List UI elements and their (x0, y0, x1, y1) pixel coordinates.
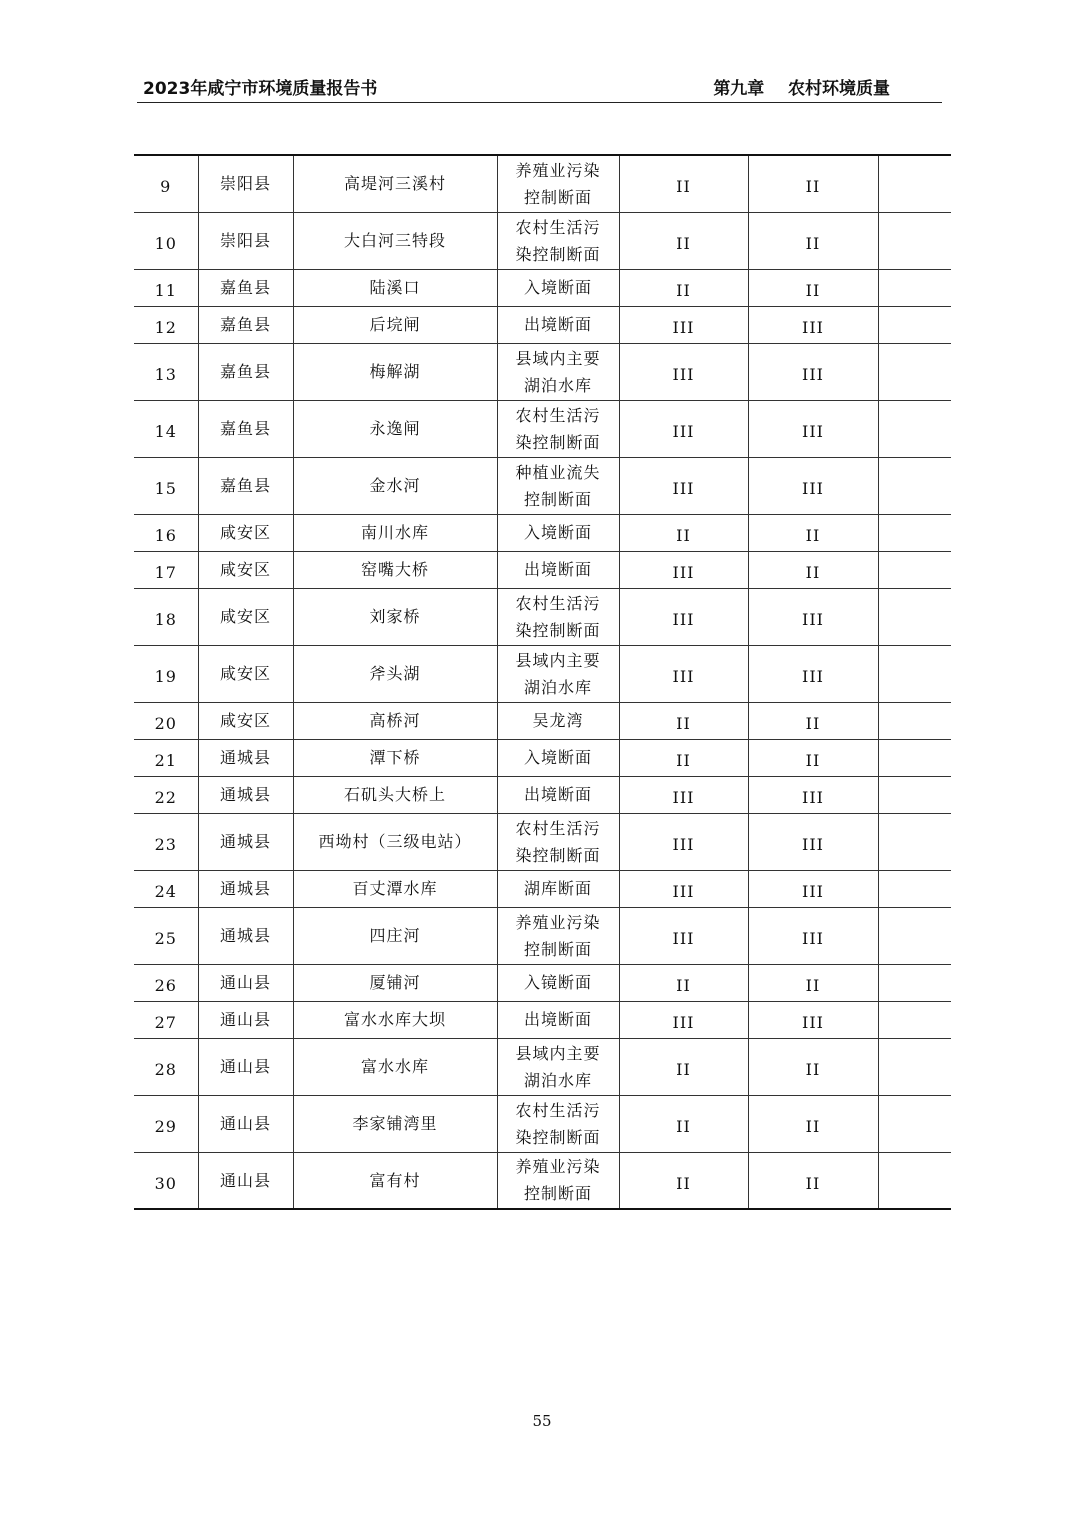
row-number: 17 (134, 551, 198, 588)
section-type-line: 出境断面 (523, 315, 592, 334)
site-cell: 潭下桥 (293, 739, 497, 776)
row-number: 19 (134, 645, 198, 702)
grade-cell: II (619, 964, 748, 1001)
row-number: 27 (134, 1001, 198, 1038)
row-number: 16 (134, 514, 198, 551)
report-title: 2023年咸宁市环境质量报告书 (143, 79, 378, 99)
table-row (134, 1152, 951, 1209)
section-type-line: 染控制断面 (515, 620, 601, 640)
section-type-cell (497, 269, 619, 306)
county-cell: 通山县 (198, 1038, 293, 1095)
target-grade-cell: III (748, 776, 878, 813)
row-number: 14 (134, 400, 198, 457)
grade-cell: II (619, 702, 748, 739)
county-cell: 嘉鱼县 (198, 457, 293, 514)
target-grade-cell: II (748, 514, 878, 551)
target-grade-cell: III (748, 457, 878, 514)
grade-cell: III (619, 400, 748, 457)
row-number: 22 (134, 776, 198, 813)
section-type-line: 湖泊水库 (523, 375, 592, 395)
target-grade-cell: II (748, 1095, 878, 1152)
county-cell: 崇阳县 (198, 212, 293, 269)
grade-cell: III (619, 870, 748, 907)
section-type-line: 染控制断面 (515, 244, 601, 264)
section-type-line: 湖库断面 (523, 879, 592, 898)
grade-cell: II (619, 1095, 748, 1152)
row-number: 21 (134, 739, 198, 776)
table-row (134, 514, 951, 551)
section-type-line: 控制断面 (523, 489, 592, 509)
site-cell: 百丈潭水库 (293, 870, 497, 907)
target-grade-cell: II (748, 155, 878, 212)
site-cell: 富水水库 (293, 1038, 497, 1095)
section-type-line: 县域内主要 (515, 650, 601, 670)
section-type-line: 农村生活污 (515, 818, 601, 838)
section-type-line: 农村生活污 (515, 217, 601, 237)
site-cell: 斧头湖 (293, 645, 497, 702)
section-type-cell (497, 813, 619, 870)
grade-cell: III (619, 1001, 748, 1038)
note-cell (878, 269, 951, 306)
county-cell: 嘉鱼县 (198, 343, 293, 400)
section-type-line: 湖泊水库 (523, 677, 592, 697)
site-cell: 石矶头大桥上 (293, 776, 497, 813)
county-cell: 咸安区 (198, 514, 293, 551)
site-cell: 李家铺湾里 (293, 1095, 497, 1152)
site-cell: 陆溪口 (293, 269, 497, 306)
target-grade-cell: III (748, 588, 878, 645)
site-cell: 窑嘴大桥 (293, 551, 497, 588)
grade-cell: II (619, 514, 748, 551)
section-type-line: 染控制断面 (515, 1127, 601, 1147)
section-type-cell (497, 1095, 619, 1152)
table-row (134, 870, 951, 907)
table-row (134, 645, 951, 702)
county-cell: 通城县 (198, 739, 293, 776)
grade-cell: III (619, 306, 748, 343)
section-type-line: 农村生活污 (515, 405, 601, 425)
note-cell (878, 813, 951, 870)
grade-cell: III (619, 907, 748, 964)
note-cell (878, 1095, 951, 1152)
section-type-line: 控制断面 (523, 1184, 592, 1204)
grade-cell: II (619, 269, 748, 306)
note-cell (878, 702, 951, 739)
note-cell (878, 776, 951, 813)
section-type-cell (497, 343, 619, 400)
note-cell (878, 551, 951, 588)
section-type-cell (497, 155, 619, 212)
row-number: 18 (134, 588, 198, 645)
note-cell (878, 1001, 951, 1038)
table-row (134, 155, 951, 212)
section-type-line: 出境断面 (523, 560, 592, 579)
row-number: 23 (134, 813, 198, 870)
county-cell: 嘉鱼县 (198, 306, 293, 343)
county-cell: 嘉鱼县 (198, 400, 293, 457)
row-number: 20 (134, 702, 198, 739)
section-type-cell (497, 1038, 619, 1095)
county-cell: 通山县 (198, 964, 293, 1001)
site-cell: 刘家桥 (293, 588, 497, 645)
target-grade-cell: III (748, 343, 878, 400)
section-type-line: 养殖业污染 (515, 912, 601, 932)
row-number: 30 (134, 1152, 198, 1209)
section-type-cell (497, 212, 619, 269)
grade-cell: II (619, 1038, 748, 1095)
grade-cell: III (619, 776, 748, 813)
note-cell (878, 400, 951, 457)
section-type-line: 入境断面 (523, 748, 592, 767)
row-number: 26 (134, 964, 198, 1001)
target-grade-cell: II (748, 269, 878, 306)
county-cell: 咸安区 (198, 588, 293, 645)
grade-cell: II (619, 739, 748, 776)
table-row (134, 1038, 951, 1095)
table-row (134, 739, 951, 776)
site-cell: 厦铺河 (293, 964, 497, 1001)
grade-cell: II (619, 1152, 748, 1209)
section-type-cell (497, 1152, 619, 1209)
site-cell: 四庄河 (293, 907, 497, 964)
table-row (134, 212, 951, 269)
table-row (134, 269, 951, 306)
table-row (134, 400, 951, 457)
county-cell: 通山县 (198, 1095, 293, 1152)
section-type-line: 出境断面 (523, 785, 592, 804)
county-cell: 通城县 (198, 813, 293, 870)
note-cell (878, 514, 951, 551)
table-row (134, 457, 951, 514)
note-cell (878, 588, 951, 645)
note-cell (878, 739, 951, 776)
target-grade-cell: III (748, 645, 878, 702)
row-number: 29 (134, 1095, 198, 1152)
grade-cell: III (619, 457, 748, 514)
grade-cell: II (619, 155, 748, 212)
section-type-cell (497, 551, 619, 588)
section-type-cell (497, 870, 619, 907)
section-type-cell (497, 588, 619, 645)
county-cell: 通城县 (198, 776, 293, 813)
county-cell: 通山县 (198, 1001, 293, 1038)
county-cell: 通山县 (198, 1152, 293, 1209)
section-type-line: 吴龙湾 (532, 711, 584, 730)
grade-cell: III (619, 343, 748, 400)
section-type-line: 控制断面 (523, 939, 592, 959)
target-grade-cell: III (748, 870, 878, 907)
table-row (134, 551, 951, 588)
section-type-line: 控制断面 (523, 187, 592, 207)
site-cell: 富有村 (293, 1152, 497, 1209)
section-type-line: 种植业流失 (515, 462, 601, 482)
target-grade-cell: II (748, 702, 878, 739)
target-grade-cell: II (748, 964, 878, 1001)
note-cell (878, 1038, 951, 1095)
section-type-line: 县域内主要 (515, 348, 601, 368)
target-grade-cell: III (748, 306, 878, 343)
page-number: 55 (532, 1412, 552, 1430)
target-grade-cell: II (748, 551, 878, 588)
county-cell: 通城县 (198, 907, 293, 964)
grade-cell: III (619, 588, 748, 645)
water-quality-table (134, 154, 951, 1210)
site-cell: 高堤河三溪村 (293, 155, 497, 212)
table-row (134, 306, 951, 343)
site-cell: 梅解湖 (293, 343, 497, 400)
note-cell (878, 212, 951, 269)
section-type-line: 养殖业污染 (515, 160, 601, 180)
row-number: 10 (134, 212, 198, 269)
section-type-cell (497, 964, 619, 1001)
table-row (134, 702, 951, 739)
note-cell (878, 343, 951, 400)
row-number: 12 (134, 306, 198, 343)
target-grade-cell: III (748, 1001, 878, 1038)
table-row (134, 964, 951, 1001)
note-cell (878, 907, 951, 964)
target-grade-cell: III (748, 400, 878, 457)
table-row (134, 907, 951, 964)
section-type-line: 农村生活污 (515, 1100, 601, 1120)
row-number: 13 (134, 343, 198, 400)
grade-cell: II (619, 212, 748, 269)
site-cell: 南川水库 (293, 514, 497, 551)
site-cell: 高桥河 (293, 702, 497, 739)
section-type-line: 农村生活污 (515, 593, 601, 613)
section-type-cell (497, 306, 619, 343)
target-grade-cell: II (748, 1038, 878, 1095)
section-type-line: 染控制断面 (515, 432, 601, 452)
section-type-cell (497, 739, 619, 776)
row-number: 28 (134, 1038, 198, 1095)
section-type-line: 养殖业污染 (515, 1157, 601, 1177)
section-type-line: 染控制断面 (515, 845, 601, 865)
section-type-line: 出境断面 (523, 1010, 592, 1029)
county-cell: 嘉鱼县 (198, 269, 293, 306)
table-row (134, 1095, 951, 1152)
note-cell (878, 1152, 951, 1209)
target-grade-cell: II (748, 212, 878, 269)
site-cell: 富水水库大坝 (293, 1001, 497, 1038)
note-cell (878, 306, 951, 343)
row-number: 25 (134, 907, 198, 964)
target-grade-cell: II (748, 739, 878, 776)
site-cell: 永逸闸 (293, 400, 497, 457)
section-type-line: 入境断面 (523, 278, 592, 297)
section-type-line: 入境断面 (523, 523, 592, 542)
table-row (134, 343, 951, 400)
site-cell: 金水河 (293, 457, 497, 514)
note-cell (878, 645, 951, 702)
grade-cell: III (619, 813, 748, 870)
page-header (137, 78, 942, 103)
row-number: 15 (134, 457, 198, 514)
note-cell (878, 870, 951, 907)
site-cell: 西坳村（三级电站） (293, 813, 497, 870)
table-row (134, 588, 951, 645)
table-row (134, 813, 951, 870)
row-number: 24 (134, 870, 198, 907)
county-cell: 咸安区 (198, 551, 293, 588)
section-type-cell (497, 400, 619, 457)
table-row (134, 1001, 951, 1038)
chapter-title: 第九章 农村环境质量 (713, 79, 890, 99)
grade-cell: III (619, 645, 748, 702)
section-type-cell (497, 1001, 619, 1038)
row-number: 9 (134, 155, 198, 212)
site-cell: 后垸闸 (293, 306, 497, 343)
target-grade-cell: II (748, 1152, 878, 1209)
county-cell: 通城县 (198, 870, 293, 907)
note-cell (878, 964, 951, 1001)
section-type-cell (497, 702, 619, 739)
table-row (134, 776, 951, 813)
section-type-line: 县域内主要 (515, 1043, 601, 1063)
section-type-cell (497, 776, 619, 813)
county-cell: 咸安区 (198, 645, 293, 702)
section-type-line: 入镜断面 (523, 973, 592, 992)
target-grade-cell: III (748, 907, 878, 964)
note-cell (878, 155, 951, 212)
county-cell: 崇阳县 (198, 155, 293, 212)
section-type-cell (497, 645, 619, 702)
section-type-cell (497, 907, 619, 964)
section-type-cell (497, 457, 619, 514)
target-grade-cell: III (748, 813, 878, 870)
site-cell: 大白河三特段 (293, 212, 497, 269)
row-number: 11 (134, 269, 198, 306)
county-cell: 咸安区 (198, 702, 293, 739)
grade-cell: III (619, 551, 748, 588)
section-type-line: 湖泊水库 (523, 1070, 592, 1090)
note-cell (878, 457, 951, 514)
section-type-cell (497, 514, 619, 551)
